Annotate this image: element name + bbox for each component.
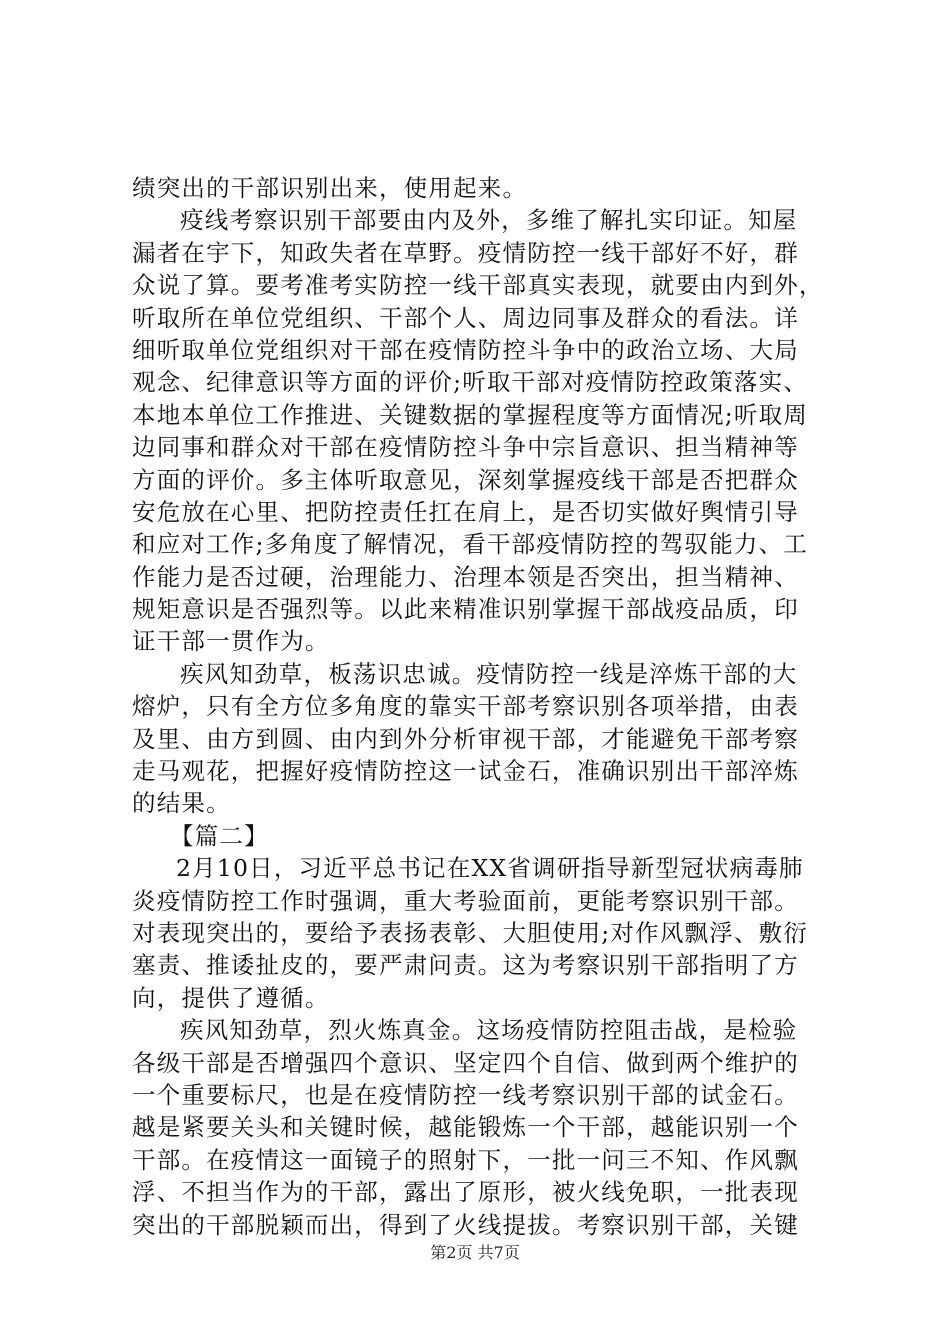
text-line: 疾风知劲草，烈火炼真金。这场疫情防控阻击战，是检验 bbox=[180, 1016, 798, 1045]
text-line: 方面的评价。多主体听取意见，深刻掌握疫线干部是否把群众 bbox=[132, 465, 799, 494]
text-line: 浮、不担当作为的干部，露出了原形，被火线免职，一批表现 bbox=[132, 1178, 799, 1207]
page-number-footer: 第2页 共7页 bbox=[430, 1243, 520, 1262]
text-line: 向，提供了遵循。 bbox=[132, 983, 330, 1012]
text-line: 熔炉，只有全方位多角度的靠实干部考察识别各项举措，由表 bbox=[132, 692, 799, 721]
text-line: 各级干部是否增强四个意识、坚定四个自信、做到两个维护的 bbox=[132, 1048, 799, 1077]
text-line: 越是紧要关头和关键时候，越能锻炼一个干部，越能识别一个 bbox=[132, 1113, 799, 1142]
text-line: 疾风知劲草，板荡识忠诚。疫情防控一线是淬炼干部的大 bbox=[180, 659, 798, 688]
text-line: 本地本单位工作推进、关键数据的掌握程度等方面情况;听取周 bbox=[132, 400, 809, 429]
text-line: 细听取单位党组织对干部在疫情防控斗争中的政治立场、大局 bbox=[132, 335, 799, 364]
text-line: 干部。在疫情这一面镜子的照射下，一批一问三不知、作风飘 bbox=[132, 1145, 799, 1174]
text-line: 的结果。 bbox=[132, 789, 231, 818]
text-line: 炎疫情防控工作时强调，重大考验面前，更能考察识别干部。 bbox=[132, 886, 799, 915]
text-line: 听取所在单位党组织、干部个人、周边同事及群众的看法。详 bbox=[132, 303, 799, 332]
section-heading: 【篇二】 bbox=[170, 821, 269, 850]
text-line: 一个重要标尺，也是在疫情防控一线考察识别干部的试金石。 bbox=[132, 1080, 799, 1109]
text-line: 及里、由方到圆、由内到外分析审视干部，才能避免干部考察 bbox=[132, 724, 799, 753]
text-line: 绩突出的干部识别出来，使用起来。 bbox=[132, 174, 528, 202]
text-line: 塞责、推诿扯皮的，要严肃问责。这为考察识别干部指明了方 bbox=[132, 951, 799, 980]
text-line: 规矩意识是否强烈等。以此来精准识别掌握干部战疫品质，印 bbox=[132, 595, 799, 624]
text-line: 突出的干部脱颖而出，得到了火线提拔。考察识别干部，关键 bbox=[132, 1210, 799, 1239]
text-line: 众说了算。要考准考实防控一线干部真实表现，就要由内到外， bbox=[132, 271, 824, 300]
text-line: 漏者在宇下，知政失者在草野。疫情防控一线干部好不好，群 bbox=[132, 238, 799, 267]
text-line: 证干部一贯作为。 bbox=[132, 627, 330, 656]
text-line: 2月10日，习近平总书记在XX省调研指导新型冠状病毒肺 bbox=[176, 854, 804, 883]
text-line: 作能力是否过硬，治理能力、治理本领是否突出，担当精神、 bbox=[132, 562, 799, 591]
text-line: 和应对工作;多角度了解情况，看干部疫情防控的驾驭能力、工 bbox=[132, 530, 809, 559]
text-line: 对表现突出的，要给予表扬表彰、大胆使用;对作风飘浮、敷衍 bbox=[132, 918, 809, 947]
text-line: 疫线考察识别干部要由内及外，多维了解扎实印证。知屋 bbox=[180, 206, 798, 235]
text-line: 走马观花，把握好疫情防控这一试金石，准确识别出干部淬炼 bbox=[132, 757, 799, 786]
text-line: 边同事和群众对干部在疫情防控斗争中宗旨意识、担当精神等 bbox=[132, 433, 799, 462]
text-line: 观念、纪律意识等方面的评价;听取干部对疫情防控政策落实、 bbox=[132, 368, 809, 397]
text-line: 安危放在心里、把防控责任扛在肩上，是否切实做好舆情引导 bbox=[132, 497, 799, 526]
document-body bbox=[132, 172, 832, 1241]
